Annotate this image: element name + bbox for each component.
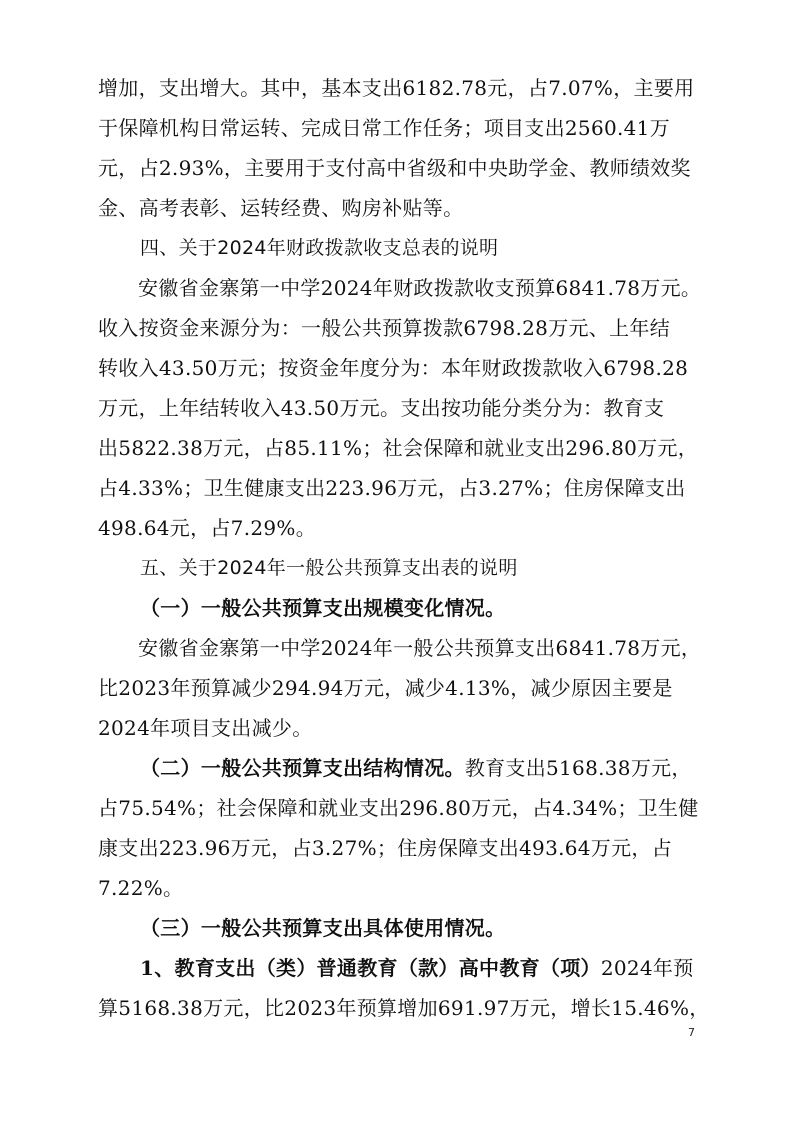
paragraph-line: 占4.33%；卫生健康支出223.96万元，占3.27%；住房保障支出 — [98, 476, 686, 500]
paragraph-line: 安徽省金寨第一中学2024年财政拨款收支预算6841.78万元。 — [138, 276, 702, 300]
paragraph-line: 收入按资金来源分为：一般公共预算拨款6798.28万元、上年结 — [98, 316, 671, 340]
page-number: 7 — [688, 1026, 695, 1039]
subsection-heading-1: （一）一般公共预算支出规模变化情况。 — [140, 596, 506, 620]
paragraph-line: 算5168.38万元，比2023年预算增加691.97万元，增长15.46%， — [98, 996, 710, 1020]
paragraph-line: 占75.54%；社会保障和就业支出296.80万元，占4.34%；卫生健 — [98, 796, 699, 820]
paragraph-line: 金、高考表彰、运转经费、购房补贴等。 — [98, 196, 464, 220]
paragraph-line: 增加，支出增大。其中，基本支出6182.78元，占7.07%，主要用 — [98, 76, 695, 100]
paragraph-line: 498.64元，占7.29%。 — [98, 516, 317, 540]
paragraph-text: 2024年预 — [600, 956, 694, 980]
paragraph-line: 转收入43.50万元；按资金年度分为：本年财政拨款收入6798.28 — [98, 356, 689, 380]
paragraph-line: 元，占2.93%，主要用于支付高中省级和中央助学金、教师绩效奖 — [98, 156, 691, 180]
document-page — [98, 68, 710, 1028]
paragraph-line: 万元，上年结转收入43.50万元。支出按功能分类分为：教育支 — [98, 396, 665, 420]
section-heading-5: 五、关于2024年一般公共预算支出表的说明 — [140, 557, 518, 579]
paragraph-text: 教育支出5168.38万元， — [464, 756, 692, 780]
paragraph-line: 比2023年预算减少294.94万元，减少4.13%，减少原因主要是 — [98, 676, 673, 700]
paragraph-line: 安徽省金寨第一中学2024年一般公共预算支出6841.78万元， — [138, 636, 702, 660]
item-1-first-line — [98, 948, 704, 988]
paragraph-line: 2024年项目支出减少。 — [98, 716, 313, 740]
paragraph-line: 7.22%。 — [98, 876, 184, 900]
subsection-heading-3: （三）一般公共预算支出具体使用情况。 — [140, 916, 506, 940]
paragraph-line: 于保障机构日常运转、完成日常工作任务；项目支出2560.41万 — [98, 116, 671, 140]
subsection-2-first-line — [98, 748, 704, 788]
paragraph-line: 出5822.38万元，占85.11%；社会保障和就业支出296.80万元， — [98, 436, 699, 460]
section-heading-4: 四、关于2024年财政拨款收支总表的说明 — [140, 237, 499, 259]
item-heading-1: 1、教育支出（类）普通教育（款）高中教育（项） — [140, 956, 601, 980]
subsection-heading-2: （二）一般公共预算支出结构情况。 — [140, 756, 465, 780]
paragraph-line: 康支出223.96万元，占3.27%；住房保障支出493.64万元，占 — [98, 836, 672, 860]
